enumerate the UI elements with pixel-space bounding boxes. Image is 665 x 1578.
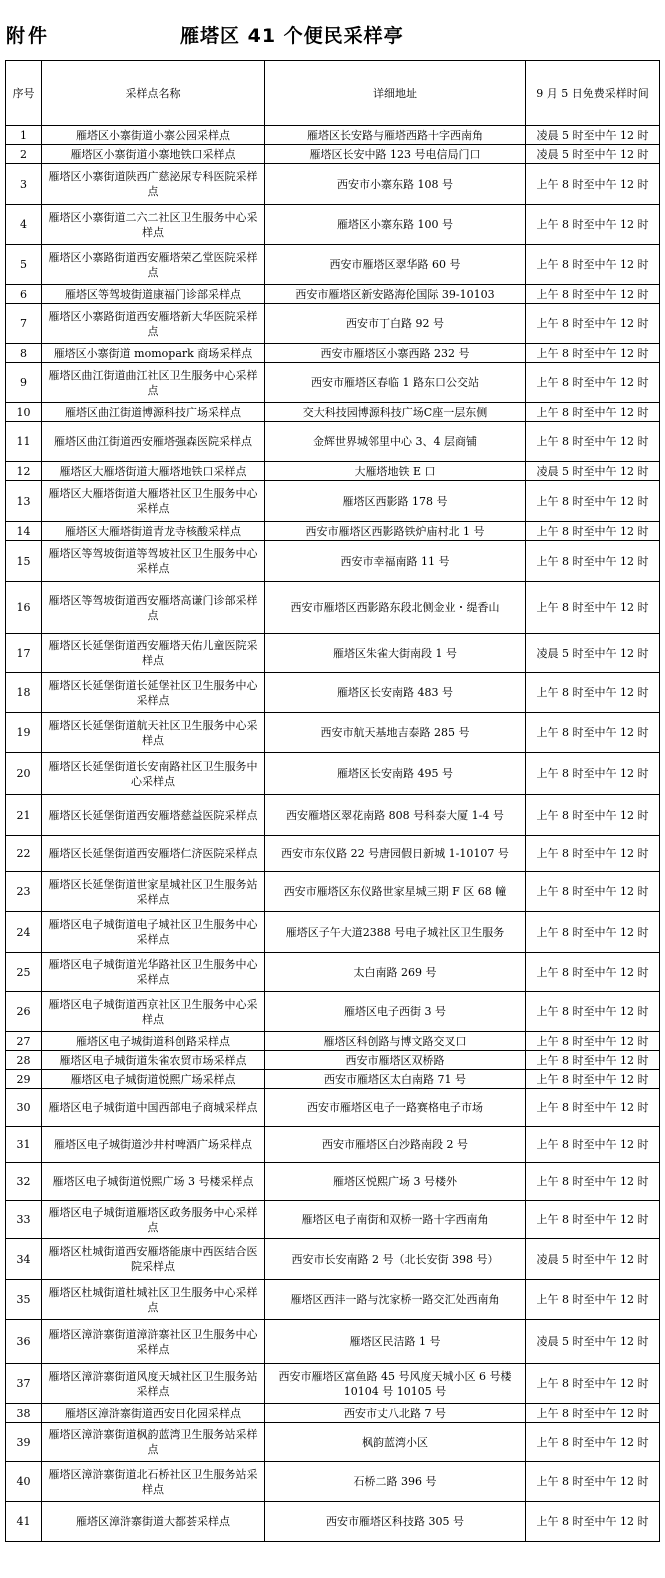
cell-address: 雁塔区民洁路 1 号 xyxy=(265,1320,526,1364)
cell-site-name: 雁塔区杜城街道杜城社区卫生服务中心采样点 xyxy=(42,1280,265,1320)
cell-address: 西安市雁塔区科技路 305 号 xyxy=(265,1502,526,1542)
cell-site-name: 雁塔区电子城街道悦熙广场采样点 xyxy=(42,1070,265,1089)
cell-address: 雁塔区西沣一路与沈家桥一路交汇处西南角 xyxy=(265,1280,526,1320)
cell-time: 上午 8 时至中午 12 时 xyxy=(526,1462,660,1502)
cell-address: 雁塔区小寨东路 100 号 xyxy=(265,205,526,245)
cell-site-name: 雁塔区等驾坡街道等驾坡社区卫生服务中心采样点 xyxy=(42,541,265,582)
cell-site-name: 雁塔区大雁塔街道大雁塔社区卫生服务中心采样点 xyxy=(42,481,265,522)
cell-site-name: 雁塔区小寨街道小寨地铁口采样点 xyxy=(42,145,265,164)
header-site-name: 采样点名称 xyxy=(42,61,265,126)
cell-index: 5 xyxy=(6,245,42,285)
cell-address: 金辉世界城邻里中心 3、4 层商铺 xyxy=(265,422,526,462)
table-row xyxy=(6,1462,660,1502)
cell-address: 雁塔区科创路与博文路交叉口 xyxy=(265,1032,526,1051)
table-row xyxy=(6,1320,660,1364)
table-header-row xyxy=(6,61,660,126)
table-row xyxy=(6,1423,660,1462)
header-index: 序号 xyxy=(6,61,42,126)
cell-address: 雁塔区长安路与雁塔西路十字西南角 xyxy=(265,126,526,145)
cell-address: 太白南路 269 号 xyxy=(265,953,526,992)
cell-index: 40 xyxy=(6,1462,42,1502)
cell-address: 西安市长安南路 2 号（北长安街 398 号） xyxy=(265,1239,526,1280)
cell-time: 上午 8 时至中午 12 时 xyxy=(526,1502,660,1542)
header-time: 9 月 5 日免费采样时间 xyxy=(526,61,660,126)
cell-index: 32 xyxy=(6,1163,42,1201)
cell-index: 12 xyxy=(6,462,42,481)
cell-address: 西安市雁塔区双桥路 xyxy=(265,1051,526,1070)
cell-site-name: 雁塔区小寨街道二六二社区卫生服务中心采样点 xyxy=(42,205,265,245)
cell-time: 上午 8 时至中午 12 时 xyxy=(526,1201,660,1239)
cell-address: 雁塔区长安南路 495 号 xyxy=(265,753,526,795)
cell-time: 上午 8 时至中午 12 时 xyxy=(526,522,660,541)
cell-address: 西安市航天基地吉泰路 285 号 xyxy=(265,713,526,753)
cell-site-name: 雁塔区长延堡街道西安雁塔仁济医院采样点 xyxy=(42,836,265,872)
cell-address: 西安市雁塔区电子一路赛格电子市场 xyxy=(265,1089,526,1127)
table-row xyxy=(6,164,660,205)
cell-address: 西安市丈八北路 7 号 xyxy=(265,1404,526,1423)
cell-address: 枫韵蓝湾小区 xyxy=(265,1423,526,1462)
cell-site-name: 雁塔区长延堡街道航天社区卫生服务中心采样点 xyxy=(42,713,265,753)
cell-site-name: 雁塔区长延堡街道世家星城社区卫生服务站采样点 xyxy=(42,872,265,912)
cell-site-name: 雁塔区小寨街道陕西广慈泌尿专科医院采样点 xyxy=(42,164,265,205)
table-row xyxy=(6,481,660,522)
cell-time: 上午 8 时至中午 12 时 xyxy=(526,1127,660,1163)
cell-index: 36 xyxy=(6,1320,42,1364)
cell-site-name: 雁塔区大雁塔街道青龙寺核酸采样点 xyxy=(42,522,265,541)
cell-time: 上午 8 时至中午 12 时 xyxy=(526,992,660,1032)
cell-time: 上午 8 时至中午 12 时 xyxy=(526,205,660,245)
table-row xyxy=(6,285,660,304)
table-row xyxy=(6,795,660,836)
table-row xyxy=(6,1051,660,1070)
cell-site-name: 雁塔区长延堡街道长延堡社区卫生服务中心采样点 xyxy=(42,673,265,713)
cell-address: 交大科技园博源科技广场C座一层东侧 xyxy=(265,403,526,422)
cell-address: 西安市雁塔区春临 1 路东口公交站 xyxy=(265,363,526,403)
cell-index: 18 xyxy=(6,673,42,713)
table-row xyxy=(6,953,660,992)
cell-site-name: 雁塔区电子城街道西京社区卫生服务中心采样点 xyxy=(42,992,265,1032)
cell-site-name: 雁塔区曲江街道博源科技广场采样点 xyxy=(42,403,265,422)
cell-index: 38 xyxy=(6,1404,42,1423)
cell-index: 8 xyxy=(6,344,42,363)
cell-address: 西安市雁塔区白沙路南段 2 号 xyxy=(265,1127,526,1163)
cell-time: 上午 8 时至中午 12 时 xyxy=(526,363,660,403)
cell-index: 1 xyxy=(6,126,42,145)
cell-index: 23 xyxy=(6,872,42,912)
cell-site-name: 雁塔区等驾坡街道康福门诊部采样点 xyxy=(42,285,265,304)
table-row xyxy=(6,872,660,912)
attachment-label: 附件 xyxy=(6,25,51,47)
cell-index: 41 xyxy=(6,1502,42,1542)
cell-site-name: 雁塔区大雁塔街道大雁塔地铁口采样点 xyxy=(42,462,265,481)
cell-time: 上午 8 时至中午 12 时 xyxy=(526,673,660,713)
cell-time: 上午 8 时至中午 12 时 xyxy=(526,753,660,795)
cell-index: 20 xyxy=(6,753,42,795)
cell-address: 雁塔区长安南路 483 号 xyxy=(265,673,526,713)
cell-time: 上午 8 时至中午 12 时 xyxy=(526,481,660,522)
table-row xyxy=(6,1070,660,1089)
cell-address: 雁塔区西影路 178 号 xyxy=(265,481,526,522)
cell-address: 雁塔区长安中路 123 号电信局门口 xyxy=(265,145,526,164)
cell-index: 16 xyxy=(6,582,42,634)
cell-index: 35 xyxy=(6,1280,42,1320)
cell-site-name: 雁塔区小寨街道小寨公园采样点 xyxy=(42,126,265,145)
cell-index: 2 xyxy=(6,145,42,164)
cell-site-name: 雁塔区漳浒寨街道枫韵蓝湾卫生服务站采样点 xyxy=(42,1423,265,1462)
cell-site-name: 雁塔区电子城街道中国西部电子商城采样点 xyxy=(42,1089,265,1127)
cell-index: 19 xyxy=(6,713,42,753)
cell-index: 28 xyxy=(6,1051,42,1070)
cell-site-name: 雁塔区小寨街道 momopark 商场采样点 xyxy=(42,344,265,363)
cell-time: 上午 8 时至中午 12 时 xyxy=(526,541,660,582)
cell-index: 9 xyxy=(6,363,42,403)
cell-time: 上午 8 时至中午 12 时 xyxy=(526,344,660,363)
table-row xyxy=(6,713,660,753)
cell-index: 37 xyxy=(6,1364,42,1404)
table-row xyxy=(6,1280,660,1320)
cell-address: 大雁塔地铁 E 口 xyxy=(265,462,526,481)
cell-address: 雁塔区电子西街 3 号 xyxy=(265,992,526,1032)
cell-site-name: 雁塔区长延堡街道长安南路社区卫生服务中心采样点 xyxy=(42,753,265,795)
cell-index: 3 xyxy=(6,164,42,205)
cell-address: 雁塔区朱雀大街南段 1 号 xyxy=(265,634,526,673)
cell-time: 凌晨 5 时至中午 12 时 xyxy=(526,462,660,481)
cell-index: 14 xyxy=(6,522,42,541)
cell-site-name: 雁塔区等驾坡街道西安雁塔高谦门诊部采样点 xyxy=(42,582,265,634)
cell-address: 西安市雁塔区太白南路 71 号 xyxy=(265,1070,526,1089)
cell-address: 雁塔区悦熙广场 3 号楼外 xyxy=(265,1163,526,1201)
cell-site-name: 雁塔区电子城街道科创路采样点 xyxy=(42,1032,265,1051)
table-row xyxy=(6,1163,660,1201)
cell-time: 上午 8 时至中午 12 时 xyxy=(526,582,660,634)
cell-time: 上午 8 时至中午 12 时 xyxy=(526,872,660,912)
cell-time: 上午 8 时至中午 12 时 xyxy=(526,304,660,344)
cell-time: 凌晨 5 时至中午 12 时 xyxy=(526,1239,660,1280)
table-row xyxy=(6,126,660,145)
cell-site-name: 雁塔区杜城街道西安雁塔能康中西医结合医院采样点 xyxy=(42,1239,265,1280)
cell-address: 西安市雁塔区西影路东段北侧金业・缇香山 xyxy=(265,582,526,634)
sampling-sites-table xyxy=(5,60,660,1542)
cell-address: 西安市雁塔区东仪路世家星城三期 F 区 68 幢 xyxy=(265,872,526,912)
cell-site-name: 雁塔区电子城街道电子城社区卫生服务中心采样点 xyxy=(42,912,265,953)
page-title: 雁塔区 41 个便民采样亭 xyxy=(180,25,404,47)
cell-index: 39 xyxy=(6,1423,42,1462)
cell-time: 上午 8 时至中午 12 时 xyxy=(526,1280,660,1320)
table-row xyxy=(6,422,660,462)
cell-index: 13 xyxy=(6,481,42,522)
table-row xyxy=(6,344,660,363)
table-row xyxy=(6,992,660,1032)
header-address: 详细地址 xyxy=(265,61,526,126)
cell-time: 凌晨 5 时至中午 12 时 xyxy=(526,1320,660,1364)
cell-site-name: 雁塔区漳浒寨街道风度天城社区卫生服务站采样点 xyxy=(42,1364,265,1404)
cell-address: 西安市雁塔区小寨西路 232 号 xyxy=(265,344,526,363)
cell-site-name: 雁塔区电子城街道光华路社区卫生服务中心采样点 xyxy=(42,953,265,992)
cell-index: 25 xyxy=(6,953,42,992)
cell-index: 30 xyxy=(6,1089,42,1127)
cell-time: 凌晨 5 时至中午 12 时 xyxy=(526,634,660,673)
table-row xyxy=(6,673,660,713)
cell-index: 11 xyxy=(6,422,42,462)
cell-index: 33 xyxy=(6,1201,42,1239)
table-row xyxy=(6,1404,660,1423)
cell-time: 上午 8 时至中午 12 时 xyxy=(526,795,660,836)
table-row xyxy=(6,1364,660,1404)
table-row xyxy=(6,462,660,481)
cell-site-name: 雁塔区漳浒寨街道漳浒寨社区卫生服务中心采样点 xyxy=(42,1320,265,1364)
table-row xyxy=(6,1239,660,1280)
table-row xyxy=(6,1032,660,1051)
cell-site-name: 雁塔区电子城街道沙井村啤酒广场采样点 xyxy=(42,1127,265,1163)
cell-index: 7 xyxy=(6,304,42,344)
cell-address: 雁塔区电子南街和双桥一路十字西南角 xyxy=(265,1201,526,1239)
cell-site-name: 雁塔区曲江街道西安雁塔强森医院采样点 xyxy=(42,422,265,462)
cell-site-name: 雁塔区电子城街道雁塔区政务服务中心采样点 xyxy=(42,1201,265,1239)
table-row xyxy=(6,1127,660,1163)
table-row xyxy=(6,363,660,403)
cell-address: 西安雁塔区翠花南路 808 号科泰大厦 1-4 号 xyxy=(265,795,526,836)
cell-index: 6 xyxy=(6,285,42,304)
cell-index: 29 xyxy=(6,1070,42,1089)
cell-time: 上午 8 时至中午 12 时 xyxy=(526,1364,660,1404)
cell-site-name: 雁塔区曲江街道曲江社区卫生服务中心采样点 xyxy=(42,363,265,403)
cell-time: 上午 8 时至中午 12 时 xyxy=(526,164,660,205)
cell-address: 西安市东仪路 22 号唐园假日新城 1-10107 号 xyxy=(265,836,526,872)
cell-address: 石桥二路 396 号 xyxy=(265,1462,526,1502)
cell-site-name: 雁塔区长延堡街道西安雁塔天佑儿童医院采样点 xyxy=(42,634,265,673)
table-row xyxy=(6,205,660,245)
cell-time: 上午 8 时至中午 12 时 xyxy=(526,713,660,753)
cell-site-name: 雁塔区小寨路街道西安雁塔荣乙堂医院采样点 xyxy=(42,245,265,285)
cell-site-name: 雁塔区长延堡街道西安雁塔慈益医院采样点 xyxy=(42,795,265,836)
cell-index: 34 xyxy=(6,1239,42,1280)
table-row xyxy=(6,304,660,344)
cell-address: 雁塔区子午大道2388 号电子城社区卫生服务 xyxy=(265,912,526,953)
cell-index: 21 xyxy=(6,795,42,836)
cell-address: 西安市雁塔区翠华路 60 号 xyxy=(265,245,526,285)
cell-time: 上午 8 时至中午 12 时 xyxy=(526,1404,660,1423)
cell-site-name: 雁塔区电子城街道悦熙广场 3 号楼采样点 xyxy=(42,1163,265,1201)
cell-address: 西安市雁塔区富鱼路 45 号风度天城小区 6 号楼 10104 号 10105 号 xyxy=(265,1364,526,1404)
table-row xyxy=(6,541,660,582)
table-row xyxy=(6,1089,660,1127)
cell-time: 上午 8 时至中午 12 时 xyxy=(526,1051,660,1070)
cell-address: 西安市雁塔区新安路海伦国际 39-10103 xyxy=(265,285,526,304)
table-row xyxy=(6,245,660,285)
cell-time: 上午 8 时至中午 12 时 xyxy=(526,422,660,462)
cell-address: 西安市丁白路 92 号 xyxy=(265,304,526,344)
cell-time: 上午 8 时至中午 12 时 xyxy=(526,245,660,285)
cell-time: 上午 8 时至中午 12 时 xyxy=(526,285,660,304)
table-row xyxy=(6,403,660,422)
cell-time: 凌晨 5 时至中午 12 时 xyxy=(526,145,660,164)
table-row xyxy=(6,582,660,634)
cell-time: 凌晨 5 时至中午 12 时 xyxy=(526,126,660,145)
cell-time: 上午 8 时至中午 12 时 xyxy=(526,836,660,872)
table-row xyxy=(6,753,660,795)
cell-site-name: 雁塔区小寨路街道西安雁塔新大华医院采样点 xyxy=(42,304,265,344)
cell-index: 15 xyxy=(6,541,42,582)
table-row xyxy=(6,1502,660,1542)
cell-index: 4 xyxy=(6,205,42,245)
cell-address: 西安市雁塔区西影路铁炉庙村北 1 号 xyxy=(265,522,526,541)
cell-time: 上午 8 时至中午 12 时 xyxy=(526,953,660,992)
cell-index: 31 xyxy=(6,1127,42,1163)
table-row xyxy=(6,1201,660,1239)
cell-site-name: 雁塔区漳浒寨街道北石桥社区卫生服务站采样点 xyxy=(42,1462,265,1502)
cell-time: 上午 8 时至中午 12 时 xyxy=(526,912,660,953)
cell-index: 22 xyxy=(6,836,42,872)
table-row xyxy=(6,634,660,673)
cell-index: 24 xyxy=(6,912,42,953)
cell-address: 西安市小寨东路 108 号 xyxy=(265,164,526,205)
table-row xyxy=(6,145,660,164)
cell-time: 上午 8 时至中午 12 时 xyxy=(526,1423,660,1462)
cell-time: 上午 8 时至中午 12 时 xyxy=(526,403,660,422)
cell-site-name: 雁塔区电子城街道朱雀农贸市场采样点 xyxy=(42,1051,265,1070)
cell-index: 10 xyxy=(6,403,42,422)
cell-address: 西安市幸福南路 11 号 xyxy=(265,541,526,582)
cell-index: 27 xyxy=(6,1032,42,1051)
table-row xyxy=(6,836,660,872)
cell-index: 26 xyxy=(6,992,42,1032)
cell-time: 上午 8 时至中午 12 时 xyxy=(526,1089,660,1127)
cell-site-name: 雁塔区漳浒寨街道大都荟采样点 xyxy=(42,1502,265,1542)
cell-time: 上午 8 时至中午 12 时 xyxy=(526,1032,660,1051)
cell-index: 17 xyxy=(6,634,42,673)
cell-time: 上午 8 时至中午 12 时 xyxy=(526,1163,660,1201)
table-row xyxy=(6,912,660,953)
table-row xyxy=(6,522,660,541)
cell-site-name: 雁塔区漳浒寨街道西安日化园采样点 xyxy=(42,1404,265,1423)
cell-time: 上午 8 时至中午 12 时 xyxy=(526,1070,660,1089)
